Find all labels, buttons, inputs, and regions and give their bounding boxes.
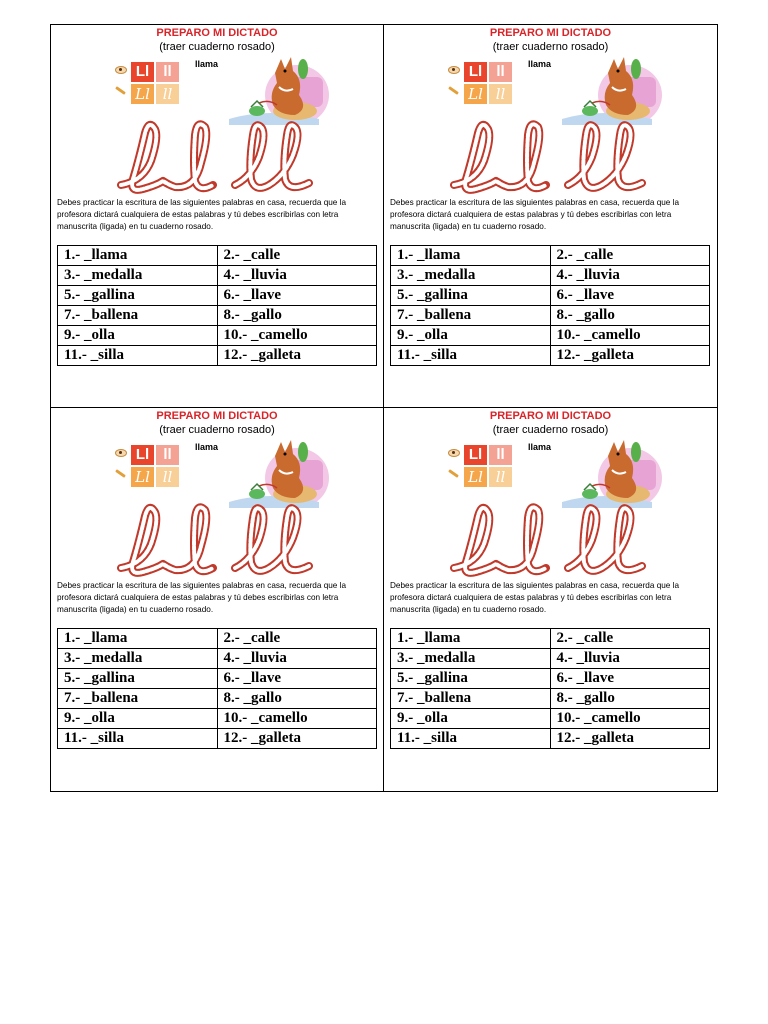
word-cell: 12.- _galleta (550, 346, 710, 366)
letter-tile-cursive-upper: Ll (464, 84, 487, 104)
table-row (58, 669, 377, 689)
letter-tile-lower: ll (156, 445, 179, 465)
table-row (391, 266, 710, 286)
cursive-ll-letters (109, 119, 319, 195)
table-row (391, 346, 710, 366)
word-cell: 2.- _calle (217, 246, 377, 266)
instructions-text: Debes practicar la escritura de las siguientes palabras en casa, recuerda que la profesora dictará cualquiera de estas palabras y tú debes escribirlas con letra manuscrita (ligada) en tu cuaderno rosado. (57, 198, 346, 231)
card-title: PREPARO MI DICTADO (489, 410, 612, 422)
word-cell: 1.- _llama (58, 629, 218, 649)
word-cell: 4.- _lluvia (217, 649, 377, 669)
instructions-text: Debes practicar la escritura de las siguientes palabras en casa, recuerda que la profesora dictará cualquiera de estas palabras y tú debes escribirlas con letra manuscrita (ligada) en tu cuaderno rosado. (57, 581, 346, 614)
table-row (391, 246, 710, 266)
table-row (391, 729, 710, 749)
table-row (391, 649, 710, 669)
table-row (58, 346, 377, 366)
table-row (391, 326, 710, 346)
word-cell: 6.- _llave (550, 286, 710, 306)
word-cell: 3.- _medalla (58, 266, 218, 286)
llama-illustration (199, 438, 329, 510)
word-cell: 1.- _llama (391, 629, 551, 649)
letter-tile-cursive-lower: ll (156, 84, 179, 104)
eye-icon (448, 66, 460, 74)
word-cell: 12.- _galleta (217, 729, 377, 749)
word-cell: 9.- _olla (58, 326, 218, 346)
word-cell: 7.- _ballena (58, 689, 218, 709)
word-cell: 8.- _gallo (550, 689, 710, 709)
word-cell: 11.- _silla (391, 346, 551, 366)
word-cell: 3.- _medalla (391, 649, 551, 669)
word-cell: 7.- _ballena (391, 689, 551, 709)
word-cell: 8.- _gallo (550, 306, 710, 326)
illustration-word-label: llama (195, 442, 219, 452)
letter-tile-cursive-lower: ll (156, 467, 179, 487)
word-cell: 6.- _llave (217, 286, 377, 306)
table-row (58, 689, 377, 709)
word-cell: 12.- _galleta (217, 346, 377, 366)
table-row (58, 246, 377, 266)
dictation-card-3 (51, 408, 384, 791)
word-cell: 7.- _ballena (58, 306, 218, 326)
word-cell: 5.- _gallina (58, 669, 218, 689)
instructions-text: Debes practicar la escritura de las siguientes palabras en casa, recuerda que la profesora dictará cualquiera de estas palabras y tú debes escribirlas con letra manuscrita (ligada) en tu cuaderno rosado. (390, 581, 679, 614)
letter-tile-upper: Ll (464, 445, 487, 465)
illustration-word-label: llama (528, 59, 552, 69)
illustration-word-label: llama (195, 59, 219, 69)
table-row (391, 669, 710, 689)
word-cell: 1.- _llama (391, 246, 551, 266)
word-cell: 5.- _gallina (391, 286, 551, 306)
letter-tile-upper: Ll (131, 62, 154, 82)
word-cell: 5.- _gallina (58, 286, 218, 306)
word-cell: 10.- _camello (550, 709, 710, 729)
table-row (58, 266, 377, 286)
letter-tile-cursive-lower: ll (489, 84, 512, 104)
pencil-icon (115, 86, 126, 95)
cursive-ll-letters (442, 119, 652, 195)
word-cell: 1.- _llama (58, 246, 218, 266)
table-row (58, 629, 377, 649)
word-cell: 10.- _camello (217, 326, 377, 346)
table-row (58, 306, 377, 326)
table-row (391, 709, 710, 729)
word-cell: 11.- _silla (58, 729, 218, 749)
table-row (58, 729, 377, 749)
letter-tile-cursive-upper: Ll (131, 467, 154, 487)
word-cell: 3.- _medalla (58, 649, 218, 669)
card-subtitle: (traer cuaderno rosado) (159, 424, 275, 436)
dictation-sheet (50, 24, 718, 792)
word-cell: 5.- _gallina (391, 669, 551, 689)
dictation-card-1 (51, 25, 384, 408)
letter-tile-lower: ll (489, 62, 512, 82)
card-subtitle: (traer cuaderno rosado) (159, 41, 275, 53)
llama-illustration (532, 438, 662, 510)
word-cell: 10.- _camello (217, 709, 377, 729)
word-cell: 11.- _silla (58, 346, 218, 366)
table-row (391, 306, 710, 326)
card-subtitle: (traer cuaderno rosado) (492, 424, 609, 436)
illustration-word-label: llama (528, 442, 552, 452)
word-cell: 8.- _gallo (217, 689, 377, 709)
word-cell: 10.- _camello (550, 326, 710, 346)
card-subtitle: (traer cuaderno rosado) (492, 41, 609, 53)
word-cell: 2.- _calle (550, 629, 710, 649)
table-row (58, 709, 377, 729)
eye-icon (115, 449, 127, 457)
table-row (58, 326, 377, 346)
word-cell: 4.- _lluvia (550, 266, 710, 286)
table-row (58, 649, 377, 669)
letter-tile-cursive-upper: Ll (131, 84, 154, 104)
word-list-table (57, 628, 377, 749)
word-list-table (390, 245, 710, 366)
word-cell: 9.- _olla (391, 326, 551, 346)
card-title: PREPARO MI DICTADO (156, 27, 278, 39)
table-row (391, 689, 710, 709)
eye-icon (448, 449, 460, 457)
word-cell: 4.- _lluvia (217, 266, 377, 286)
word-list-table (390, 628, 710, 749)
table-row (391, 286, 710, 306)
instructions-text: Debes practicar la escritura de las siguientes palabras en casa, recuerda que la profesora dictará cualquiera de estas palabras y tú debes escribirlas con letra manuscrita (ligada) en tu cuaderno rosado. (390, 198, 679, 231)
word-cell: 6.- _llave (217, 669, 377, 689)
word-cell: 9.- _olla (58, 709, 218, 729)
dictation-card-2 (384, 25, 717, 408)
word-cell: 4.- _lluvia (550, 649, 710, 669)
pencil-icon (115, 469, 126, 478)
cursive-ll-letters (109, 502, 319, 578)
letter-tile-lower: ll (489, 445, 512, 465)
letter-tile-upper: Ll (464, 62, 487, 82)
pencil-icon (448, 86, 459, 95)
letter-tile-lower: ll (156, 62, 179, 82)
letter-tile-cursive-lower: ll (489, 467, 512, 487)
cursive-ll-letters (442, 502, 652, 578)
table-row (391, 629, 710, 649)
word-cell: 6.- _llave (550, 669, 710, 689)
llama-illustration (532, 55, 662, 127)
word-cell: 3.- _medalla (391, 266, 551, 286)
word-cell: 2.- _calle (217, 629, 377, 649)
letter-tile-cursive-upper: Ll (464, 467, 487, 487)
dictation-card-4 (384, 408, 717, 791)
table-row (58, 286, 377, 306)
card-title: PREPARO MI DICTADO (489, 27, 612, 39)
word-cell: 7.- _ballena (391, 306, 551, 326)
word-cell: 9.- _olla (391, 709, 551, 729)
pencil-icon (448, 469, 459, 478)
word-cell: 12.- _galleta (550, 729, 710, 749)
eye-icon (115, 66, 127, 74)
letter-tile-upper: Ll (131, 445, 154, 465)
word-cell: 11.- _silla (391, 729, 551, 749)
word-list-table (57, 245, 377, 366)
word-cell: 8.- _gallo (217, 306, 377, 326)
word-cell: 2.- _calle (550, 246, 710, 266)
llama-illustration (199, 55, 329, 127)
card-title: PREPARO MI DICTADO (156, 410, 278, 422)
